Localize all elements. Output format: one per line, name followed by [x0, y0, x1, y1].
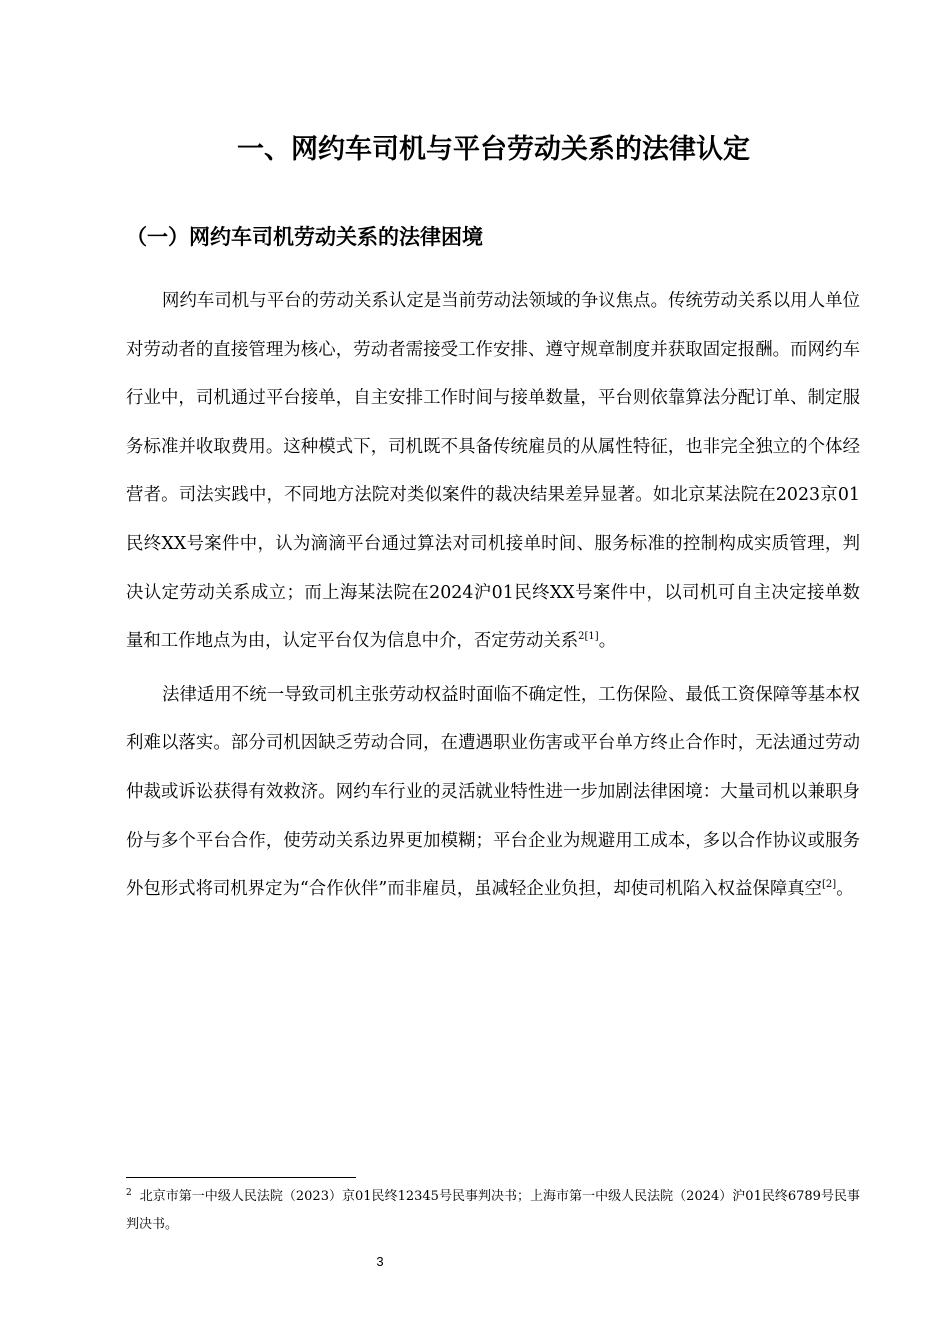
paragraph-1-text: 网约车司机与平台的劳动关系认定是当前劳动法领域的争议焦点。传统劳动关系以用人单位对劳动者的直接管理为核心，劳动者需接受工作安排、遵守规章制度并获取固定报酬。而网约车行业中，司机通过平台接单，自主安排工作时间与接单数量，平台则依靠算法分配订单、制定服务标准并收取费用。这种模式下，司机既不具备传统雇员的从属性特征，也非完全独立的个体经营者。司法实践中，不同地方法院对类似案件的裁决结果差异显著。如北京某法院在2023京01民终XX号案件中，认为滴滴平台通过算法对司机接单时间、服务标准的控制构成实质管理，判决认定劳动关系成立；而上海某法院在2024沪01民终XX号案件中，以司机可自主决定接单数量和工作地点为由，认定平台仅为信息中介，否定劳动关系	[126, 291, 860, 652]
footnote-text: 北京市第一中级人民法院（2023）京01民终12345号民事判决书；上海市第一中级人民法院（2024）沪01民终6789号民事判决书。	[126, 1189, 860, 1232]
citation-marker: [2]	[822, 879, 837, 891]
chapter-title: 一、网约车司机与平台劳动关系的法律认定	[237, 134, 750, 165]
paragraph-2-ending: 。	[836, 879, 854, 900]
footnote-separator	[126, 1177, 356, 1178]
paragraph-1-ending: 。	[598, 631, 617, 652]
paragraph-1	[126, 277, 860, 666]
section-title: （一）网约车司机劳动关系的法律困境	[126, 225, 483, 249]
footnote-marker: 2	[126, 1188, 132, 1198]
citation-marker: 2[1]	[578, 631, 599, 643]
body-text	[126, 277, 860, 914]
paragraph-2-text: 法律适用不统一导致司机主张劳动权益时面临不确定性，工伤保险、最低工资保障等基本权利难以落实。部分司机因缺乏劳动合同，在遭遇职业伤害或平台单方终止合作时，无法通过劳动仲裁或诉讼获得有效救济。网约车行业的灵活就业特性进一步加剧法律困境：大量司机以兼职身份与多个平台合作，使劳动关系边界更加模糊；平台企业为规避用工成本，多以合作协议或服务外包形式将司机界定为“合作伙伴”而非雇员，虽减轻企业负担，却使司机陷入权益保障真空	[126, 684, 860, 900]
page-number: 3	[376, 1254, 384, 1269]
paragraph-2	[126, 671, 860, 914]
footnote	[126, 1183, 860, 1239]
